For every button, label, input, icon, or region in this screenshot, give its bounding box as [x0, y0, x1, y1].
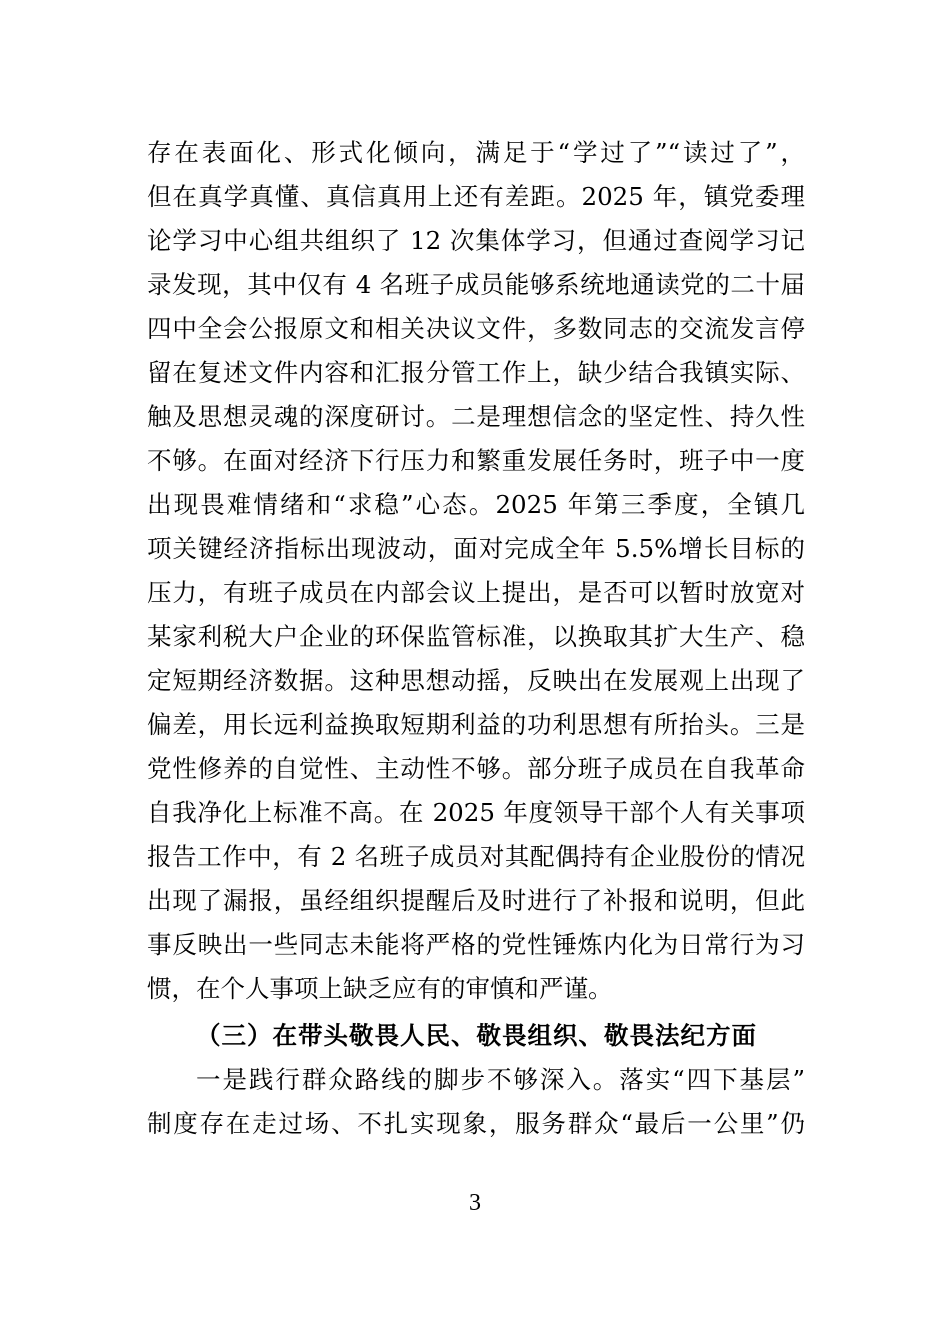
body-line: 压力，有班子成员在内部会议上提出，是否可以暂时放宽对 [147, 578, 805, 607]
section-line: 制度存在走过场、不扎实现象，服务群众“最后一公里”仍 [147, 1109, 805, 1138]
body-line: 偏差，用长远利益换取短期利益的功利思想有所抬头。三是 [147, 710, 805, 739]
body-line: 触及思想灵魂的深度研讨。二是理想信念的坚定性、持久性 [147, 402, 805, 431]
body-line: 出现畏难情绪和“求稳”心态。2025 年第三季度，全镇几 [147, 490, 805, 519]
section-heading: （三）在带头敬畏人民、敬畏组织、敬畏法纪方面 [196, 1021, 757, 1050]
body-line: 党性修养的自觉性、主动性不够。部分班子成员在自我革命 [147, 754, 805, 783]
body-line: 定短期经济数据。这种思想动摇，反映出在发展观上出现了 [147, 666, 805, 695]
body-line: 某家利税大户企业的环保监管标准，以换取其扩大生产、稳 [147, 622, 805, 651]
page-number: 3 [469, 1190, 481, 1216]
body-line: 录发现，其中仅有 4 名班子成员能够系统地通读党的二十届 [147, 270, 805, 299]
body-line: 论学习中心组共组织了 12 次集体学习，但通过查阅学习记 [147, 226, 805, 255]
body-line: 自我净化上标准不高。在 2025 年度领导干部个人有关事项 [147, 798, 805, 827]
body-line: 出现了漏报，虽经组织提醒后及时进行了补报和说明，但此 [147, 886, 805, 915]
body-line: 四中全会公报原文和相关决议文件，多数同志的交流发言停 [147, 314, 805, 343]
body-line: 存在表面化、形式化倾向，满足于“学过了”“读过了”， [147, 138, 805, 167]
body-line: 事反映出一些同志未能将严格的党性锤炼内化为日常行为习 [147, 930, 805, 959]
section-line: 一是践行群众路线的脚步不够深入。落实“四下基层” [196, 1065, 805, 1094]
body-line: 项关键经济指标出现波动，面对完成全年 5.5%增长目标的 [147, 534, 805, 563]
body-line: 但在真学真懂、真信真用上还有差距。2025 年，镇党委理 [147, 182, 805, 211]
body-line: 不够。在面对经济下行压力和繁重发展任务时，班子中一度 [147, 446, 805, 475]
body-line: 惯，在个人事项上缺乏应有的审慎和严谨。 [147, 974, 613, 1003]
body-line: 留在复述文件内容和汇报分管工作上，缺少结合我镇实际、 [147, 358, 805, 387]
body-line: 报告工作中，有 2 名班子成员对其配偶持有企业股份的情况 [147, 842, 805, 871]
